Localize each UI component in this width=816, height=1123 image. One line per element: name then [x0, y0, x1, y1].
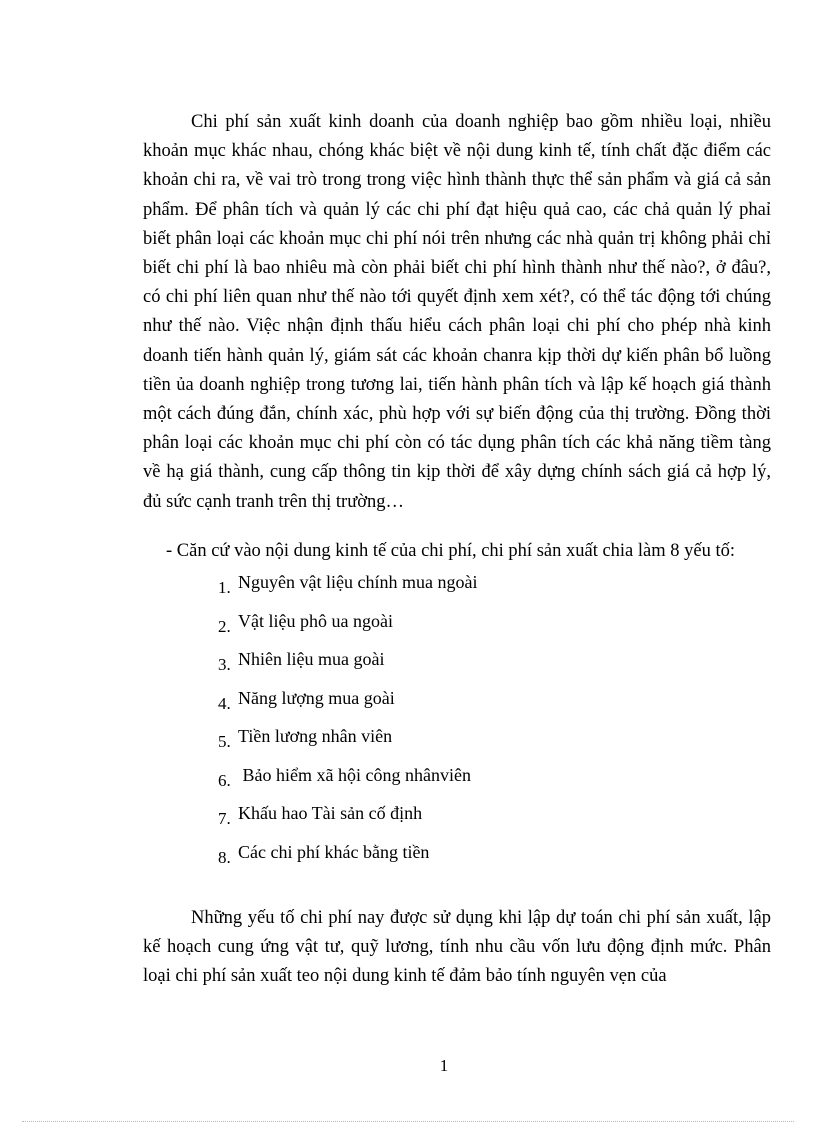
factors-intro-line: - Căn cứ vào nội dung kinh tế của chi phí, chi phí sản xuất chia làm 8 yếu tố:: [166, 541, 736, 561]
list-item-text: Năng lượng mua goài: [238, 687, 395, 708]
list-item-number: 7.: [218, 809, 231, 828]
list-item-number: 1.: [218, 578, 231, 597]
list-item: [218, 607, 477, 646]
list-item: [218, 799, 477, 838]
list-item-text: Bảo hiểm xã hội công nhânviên: [238, 764, 471, 785]
list-item-text: Khấu hao Tài sản cố định: [238, 803, 423, 823]
list-item-number: 5.: [218, 732, 231, 751]
list-item: [218, 722, 477, 761]
list-item: [218, 838, 477, 877]
list-item: [218, 761, 477, 800]
paragraph-cost-classification: Chi phí sản xuất kinh doanh của doanh nghiệp bao gồm nhiều loại, nhiều khoản mục khác nhau, chóng khác biệt về nội dung kinh tế, tính chất đặc điểm các khoản chi ra, về vai trò trong trong việc hình thành thực thể sản phẩm và giá cả sản phẩm. Để phân tích và quản lý các chi phí đạt hiệu quả cao, các chả quản lý phaỉ biết phân loại các khoản mục chi phí nói trên nhưng các nhà quản trị không phải chỉ biết chi phí là bao nhiêu mà còn phải biết chi phí hình thành như thế nào?, ở đâu?, có chi phí liên quan như thế nào tới quyết định xem xét?, có thể tác động tới chúng như thế nào. Việc nhận định thấu hiểu cách phân loại chi phí cho phép nhà kinh doanh tiến hành quản lý, giám sát các khoản chanra kịp thời dự kiến phân bổ luồng tiền ủa doanh nghiệp trong tương lai, tiến hành phân tích và lập kế hoạch giá thành một cách đúng đắn, chính xác, phù hợp với sự biến động của thị trường. Đồng thời phân loại các khoản mục chi phí còn có tác dụng phân tích các khả năng tiềm tàng về hạ giá thành, cung cấp thông tin kịp thời để xây dựng chính sách giá cả hợp lý, đủ sức cạnh tranh trên thị trường…: [143, 112, 771, 512]
list-item: [218, 684, 477, 723]
cost-factor-list: [218, 568, 477, 876]
list-item-number: 3.: [218, 655, 231, 674]
list-item: [218, 568, 477, 607]
page-bottom-divider: [22, 1121, 794, 1122]
list-item-number: 6.: [218, 770, 231, 790]
list-item: [218, 645, 477, 684]
list-item-number: 2.: [218, 616, 231, 636]
list-item-text: Tiền lương nhân viên: [238, 726, 393, 746]
list-item-text: Vật liệu phô ua ngoài: [238, 610, 393, 631]
page-number: 1: [439, 1056, 449, 1075]
list-item-text: Nhiên liệu mua goài: [238, 649, 385, 669]
paragraph-factor-usage: Những yếu tố chi phí nay được sử dụng khi lập dự toán chi phí sản xuất, lập kế hoạch cung ứng vật tư, quỹ lương, tính nhu cầu vốn lưu động định mức. Phân loại chi phí sản xuất teo nội dung kinh tế đảm bảo tính nguyên vẹn của: [143, 908, 771, 987]
list-item-number: 4.: [218, 693, 231, 713]
list-item-number: 8.: [218, 847, 231, 867]
list-item-text: Nguyên vật liệu chính mua ngoài: [238, 572, 478, 592]
list-item-text: Các chi phí khác bằng tiền: [238, 841, 430, 862]
